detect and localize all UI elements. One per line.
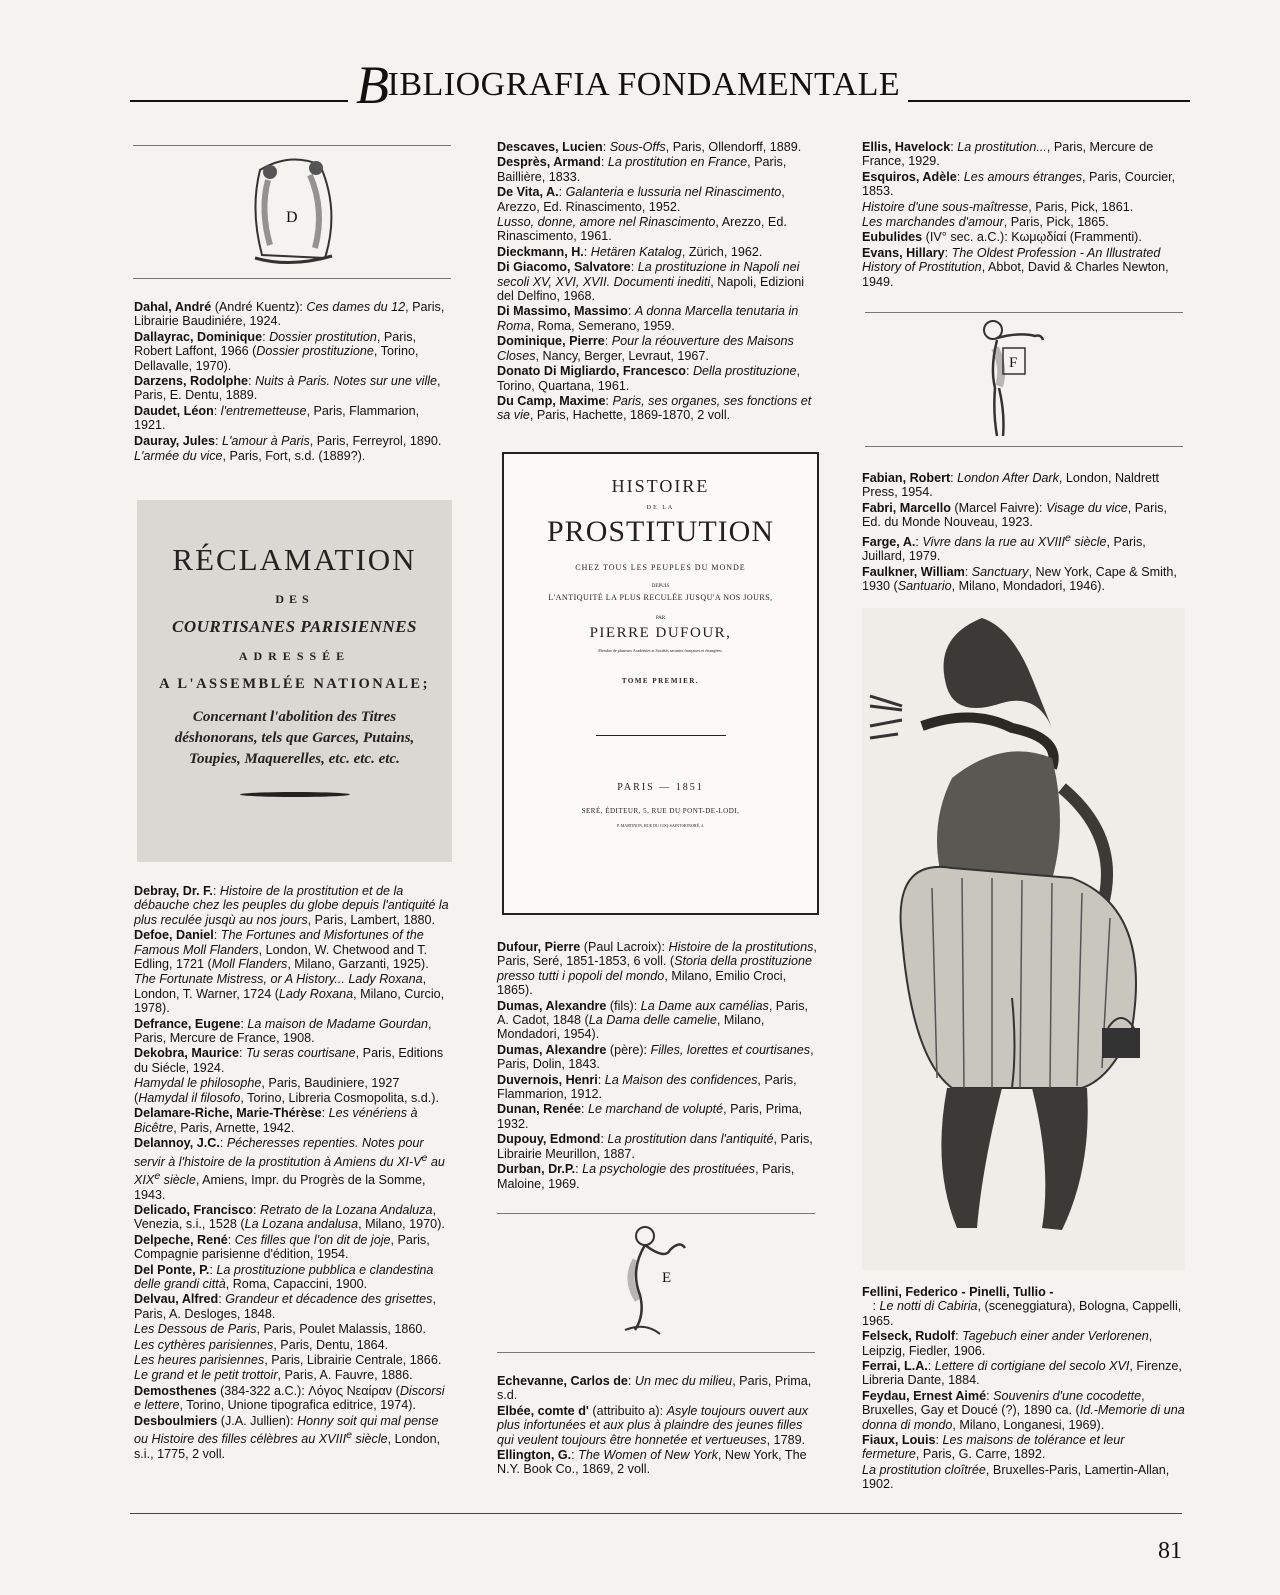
bib-entry: Ellis, Havelock: La prostitution..., Paris, Mercure de France, 1929. [862,140,1154,169]
histoire-line: L'ANTIQUITÉ LA PLUS RECULÉE JUSQU'A NOS JOURS, [548,593,773,602]
histoire-line: P. MARTINON, RUE DU COQ-SAINT-HONORÉ, 4. [616,823,705,828]
figure-initial-f-icon [975,318,1070,443]
column-2-top [497,140,820,424]
histoire-line: PAR [655,616,666,621]
bib-entry: De Vita, A.: Galanteria e lussuria nel Rinascimento, Arezzo, Ed. Rinascimento, 1952. [497,185,785,214]
reclamation-line: COURTISANES PARISIENNES [171,617,418,636]
bib-entry: Daudet, Léon: l'entremetteuse, Paris, Flammarion, 1921. [134,403,420,433]
histoire-line: HISTOIRE [611,476,710,496]
column-3-middle [862,471,1185,594]
reclamation-line: ADRESSÉE [238,649,351,663]
divider [497,1352,815,1353]
histoire-title-page-image [502,452,819,915]
ornament-f-letter: F [1009,355,1018,371]
bib-entry: Di Giacomo, Salvatore: La prostituzione in Napoli nei secoli XV, XVI, XVII. Documenti inediti, Napoli, Edizioni del Delfino, 1968. [497,260,805,304]
bib-entry: Feydau, Ernest Aimé: Souvenirs d'une cocodette, Bruxelles, Gay et Doucé (?), 1890 ca. (Id.-Memorie di una donna di mondo, Milano, Longanesi, 1969). [862,1388,1185,1432]
woman-corset-drawing-image [862,608,1185,1270]
column-1-top [134,300,454,464]
histoire-rule [596,735,726,736]
column-2-middle [497,940,820,1192]
reclamation-title-page-image [137,500,452,862]
bib-entry: Farge, A.: Vivre dans la rue au XVIIIe siècle, Paris, Juillard, 1979. [862,531,1146,564]
bib-entry: Delannoy, J.C.: Pécheresses repenties. Notes pour servir à l'histoire de la prostitution à Amiens du XI-Ve au XIXe siècle, Amiens, Impr. du Progrès de la Somme, 1943. [134,1135,445,1202]
histoire-line: CHEZ TOUS LES PEUPLES DU MONDE [575,563,746,572]
bib-entry: La prostitution cloîtrée, Bruxelles-Paris, Lamertin-Allan, 1902. [862,1462,1170,1492]
bib-entry: Esquiros, Adèle: Les amours étranges, Paris, Courcier, 1853. [862,169,1176,199]
bib-entry: Delpeche, René: Ces filles que l'on dit de joje, Paris, Compagnie parisienne d'édition, 1954. [134,1232,430,1262]
bib-entry: Les marchandes d'amour, Paris, Pick, 1865. [862,215,1109,230]
bib-entry: Delamare-Riche, Marie-Thérèse: Les vénériens à Bicêtre, Paris, Arnette, 1942. [134,1106,418,1135]
divider [497,1213,815,1214]
title-text: IBLIOGRAFIA FONDAMENTALE [387,66,901,103]
column-3-bottom [862,1285,1185,1493]
bib-entry: Defrance, Eugene: La maison de Madame Gourdan, Paris, Mercure de France, 1908. [134,1016,432,1046]
bib-entry: Les heures parisiennes, Paris, Librairie Centrale, 1866. [134,1352,442,1367]
bib-entry: Dumas, Alexandre (fils): La Dame aux camélias, Paris, A. Cadot, 1848 (La Dama delle camelie, Milano, Mondadori, 1954). [497,998,809,1042]
bib-entry: Desprès, Armand: La prostitution en France, Paris, Baillière, 1833. [497,155,787,184]
bib-entry: Lusso, donne, amore nel Rinascimento, Arezzo, Ed. Rinascimento, 1961. [497,215,787,244]
bib-entry: Felseck, Rudolf: Tagebuch einer ander Verlorenen, Leipzig, Fiedler, 1906. [862,1329,1153,1358]
histoire-line: DEPUIS [651,584,670,589]
bib-entry: Dauray, Jules: L'amour à Paris, Paris, Ferreyrol, 1890. [134,433,442,448]
bib-entry: Darzens, Rodolphe: Nuits à Paris. Notes sur une ville, Paris, E. Dentu, 1889. [134,374,441,403]
figures-initial-d-icon [240,150,345,268]
bib-entry: Fabri, Marcello (Marcel Faivre): Visage du vice, Paris, Ed. du Monde Nouveau, 1923. [862,500,1167,530]
bib-entry: Dieckmann, H.: Hetären Katalog, Zürich, 1962. [497,244,763,259]
bib-entry: Dallayrac, Dominique: Dossier prostitution, Paris, Robert Laffont, 1966 (Dossier prostituzione, Torino, Dellavalle, 1970). [134,329,419,373]
bib-entry: Descaves, Lucien: Sous-Offs, Paris, Ollendorff, 1889. [497,140,802,154]
ornament-letter-e [610,1220,700,1345]
bib-entry: Demosthenes (384-322 a.C.): Λόγος Νεαίραν (Discorsi e lettere, Torino, Unione tipografica editrice, 1974). [134,1383,445,1413]
column-2-bottom [497,1374,820,1478]
bib-entry: Dominique, Pierre: Pour la réouverture des Maisons Closes, Nancy, Berger, Levraut, 1967. [497,334,794,363]
bib-entry: Dumas, Alexandre (père): Filles, lorettes et courtisanes, Paris, Dolin, 1843. [497,1042,814,1072]
bib-entry: Echevanne, Carlos de: Un mec du milieu, Paris, Prima, s.d. [497,1374,812,1403]
reclamation-line: RÉCLAMATION [172,542,417,577]
bib-entry: Dupouy, Edmond: La prostitution dans l'antiquité, Paris, Librairie Meurillon, 1887. [497,1132,813,1161]
reclamation-line: DES [275,592,314,606]
ornament-e-letter: E [662,1270,672,1286]
histoire-line: PARIS — 1851 [617,782,704,793]
figure-initial-e-icon [610,1220,700,1340]
woman-corset-drawing-icon [862,608,1185,1270]
bib-entry: Elbée, comte d' (attribuito a): Asyle toujours ouvert aux plus infortunées et aux plus à plaindre des jeunes filles qui veulent toujours être honnetée et vertueuses, 1789. [497,1403,808,1447]
bib-entry: Histoire d'une sous-maîtresse, Paris, Pick, 1861. [862,199,1134,214]
bib-entry: Les cythères parisiennes, Paris, Dentu, 1864. [134,1337,389,1352]
bib-entry: Dufour, Pierre (Paul Lacroix): Histoire de la prostitutions, Paris, Seré, 1851-1853, 6 voll. (Storia della prostituzione presso tutti i popoli del mondo, Milano, Emilio Croci, 1865). [497,940,817,998]
reclamation-line: Concernant l'abolition des Titres déshonorans, tels que Garces, Putains, Toupies, Maquerelles, etc. etc. etc. [174,709,415,767]
bib-entry: Du Camp, Maxime: Paris, ses organes, ses fonctions et sa vie, Paris, Hachette, 1869-1870, 2 voll. [497,393,812,423]
bib-entry: Dekobra, Maurice: Tu seras courtisane, Paris, Editions du Siécle, 1924. [134,1046,444,1075]
bib-entry: Donato Di Migliardo, Francesco: Della prostituzione, Torino, Quartana, 1961. [497,364,801,393]
bib-entry: Eubulides (IV° sec. a.C.): Κωμῳδίαί (Frammenti). [862,230,1142,245]
histoire-line: SERÉ, ÉDITEUR, 5, RUE DU PONT-DE-LODI, [581,807,740,815]
histoire-line: PIERRE DUFOUR, [589,625,732,641]
bib-entry: Hamydal le philosophe, Paris, Baudiniere, 1927 (Hamydal il filosofo, Torino, Libreria Cosmopolita, s.d.). [134,1076,439,1105]
divider [133,145,451,146]
divider [133,278,451,279]
bib-entry: Durban, Dr.P.: La psychologie des prostituées, Paris, Maloine, 1969. [497,1162,795,1191]
ornament-letter-d [240,150,345,273]
bib-entry: Dunan, Renée: Le marchand de volupté, Paris, Prima, 1932. [497,1102,803,1131]
ornament-letter-f [975,318,1070,448]
bib-entry: Faulkner, William: Sanctuary, New York, Cape & Smith, 1930 (Santuario, Milano, Mondadori, 1946). [862,564,1177,594]
swash-ornament [240,792,350,797]
bib-entry: The Fortunate Mistress, or A History... Lady Roxana, London, T. Warner, 1724 (Lady Roxana, Milano, Curcio, 1978). [134,972,445,1016]
column-1-bottom [134,884,454,1462]
bib-entry: Delvau, Alfred: Grandeur et décadence des grisettes, Paris, A. Desloges, 1848. [134,1292,436,1321]
page-title [348,46,908,115]
bib-entry: Del Ponte, P.: La prostituzione pubblica e clandestina delle grandi città, Roma, Capaccini, 1900. [134,1262,434,1291]
histoire-line: TOME PREMIER. [621,677,700,685]
page-header [130,40,1190,115]
page-number: 81 [1158,1538,1182,1564]
bib-entry: Debray, Dr. F.: Histoire de la prostitution et de la débauche chez les peuples du globe depuis l'antiquité la plus reculée jusqù au nos jours, Paris, Lambert, 1880. [134,884,449,927]
footer-rule [130,1513,1182,1514]
bib-entry: L'armée du vice, Paris, Fort, s.d. (1889?). [134,449,366,464]
bib-entry: Evans, Hillary: The Oldest Profession - An Illustrated History of Prostitution, Abbot, David & Charles Newton, 1949. [862,245,1169,289]
bib-entry: Fiaux, Louis: Les maisons de tolérance et leur fermeture, Paris, G. Carre, 1892. [862,1433,1125,1462]
bib-entry: Ellington, G.: The Women of New York, New York, The N.Y. Book Co., 1869, 2 voll. [497,1448,807,1477]
histoire-line: Membre de plusieurs Académies et Sociétés savantes françaises et étrangères. [598,648,723,653]
bib-entry: Desboulmiers (J.A. Jullien): Honny soit qui mal pense ou Histoire des filles célèbres au XVIIIe siècle, London, s.i., 1775, 2 voll. [134,1413,441,1461]
column-3-top [862,140,1185,290]
reclamation-line: A L'ASSEMBLÉE NATIONALE; [159,676,430,692]
divider [865,312,1183,313]
bib-entry: Di Massimo, Massimo: A donna Marcella tenutaria in Roma, Roma, Semerano, 1959. [497,304,799,333]
bib-entry: Le grand et le petit trottoir, Paris, A. Fauvre, 1886. [134,1368,413,1383]
bib-entry: Defoe, Daniel: The Fortunes and Misfortunes of the Famous Moll Flanders, London, W. Chetwood and T. Edling, 1721 (Moll Flanders, Milano, Garzanti, 1925). [134,928,429,972]
ornament-d-letter: D [286,209,298,226]
bib-entry: Fellini, Federico - Pinelli, Tullio - : Le notti di Cabiria, (sceneggiatura), Bologna, Cappelli, 1965. [862,1285,1182,1328]
bib-entry: Fabian, Robert: London After Dark, London, Naldrett Press, 1954. [862,471,1160,500]
histoire-line: PROSTITUTION [547,515,774,548]
bib-entry: Ferrai, L.A.: Lettere di cortigiane del secolo XVI, Firenze, Libreria Dante, 1884. [862,1359,1182,1388]
histoire-line: DE LA [646,505,675,511]
bib-entry: Duvernois, Henri: La Maison des confidences, Paris, Flammarion, 1912. [497,1072,797,1102]
bib-entry: Les Dessous de Paris, Paris, Poulet Malassis, 1860. [134,1322,426,1337]
divider [865,446,1183,447]
bib-entry: Delicado, Francisco: Retrato de la Lozana Andaluza, Venezia, s.i., 1528 (La Lozana andalusa, Milano, 1970). [134,1202,445,1232]
title-initial: B [356,55,390,115]
bib-entry: Dahal, André (André Kuentz): Ces dames du 12, Paris, Librairie Baudiniére, 1924. [134,300,445,329]
